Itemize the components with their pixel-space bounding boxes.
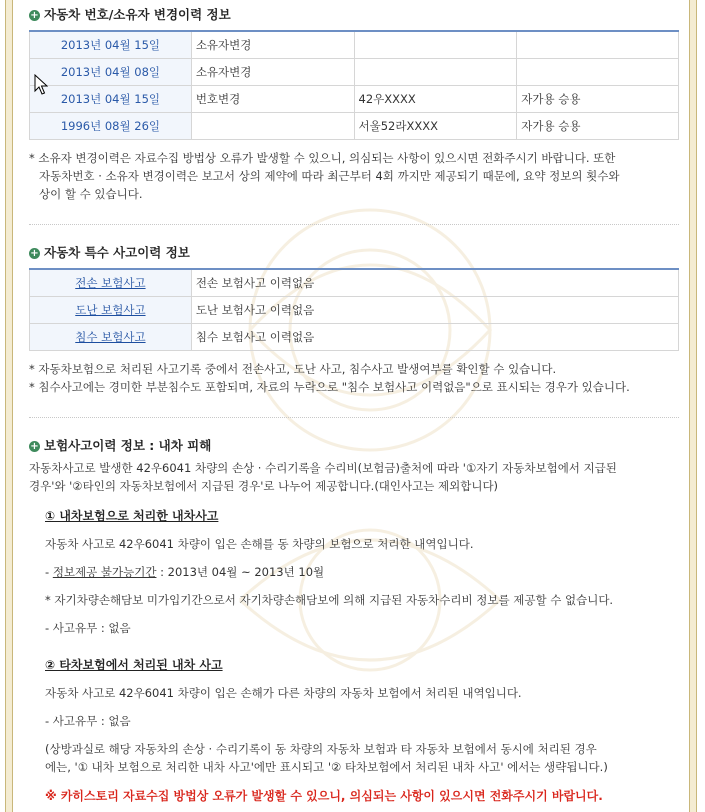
history-use: 자가용 승용 [517,113,679,140]
history-use: 자가용 승용 [517,86,679,113]
history-plate: 42우XXXX [354,86,517,113]
warning-text: ※ 카히스토리 자료수집 방법상 오류가 발생할 수 있으니, 의심되는 사항이 있으시면 전화주시기 바랍니다. [45,789,603,803]
table-row [30,269,679,297]
theft-link[interactable]: 도난 보험사고 [30,297,192,324]
history-plate: 서울52라XXXX [354,113,517,140]
section-divider [29,224,679,225]
damage-intro: 자동차사고로 발생한 42우6041 차량의 손상 · 수리기록을 수리비(보험금)출처에 따라 '①자기 자동차보험에서 지급된 경우'와 '②타인의 자동차보험에서 지급된 경우'로 나누어 제공합니다.(대인사고는 제외합니다) [29,461,617,493]
table-row [30,31,679,59]
table-row [30,113,679,140]
table-row [30,86,679,113]
other-insurance-desc: 자동차 사고로 42우6041 차량이 입은 손해가 다른 차량의 자동차 보험에서 처리된 내역입니다. [45,686,522,700]
history-type [191,113,354,140]
plus-circle-icon: + [30,247,39,259]
owner-history-note: * 소유자 변경이력은 자료수집 방법상 오류가 발생할 수 있으니, 의심되는 사항이 있으시면 전화주시기 바랍니다. 또한 자동차번호 · 소유자 변경이력은 보고서 상의 제약에 따라 최근부터 4회 까지만 제공되기 때문에, 요약 정보의 횟수와 상이 할 수 있습니다. [29,151,620,201]
unavailable-period-value: : 2013년 04월 ~ 2013년 10월 [156,565,325,579]
plate-owner-history-table [29,30,679,140]
table-row [30,59,679,86]
history-use [517,59,679,86]
own-insurance-notice: * 자기차량손해담보 미가입기간으로서 자기차량손해담보에 의해 지급된 자동차수리비 정보를 제공할 수 없습니다. [45,593,614,607]
own-insurance-desc: 자동차 사고로 42우6041 차량이 입은 손해를 동 차량의 보험으로 처리한 내역입니다. [45,537,474,551]
table-row [30,324,679,351]
plus-circle-icon: + [30,440,39,452]
history-date: 2013년 04월 08일 [30,59,192,86]
subsection-title-other-insurance: ② 타차보험에서 처리된 내차 사고 [45,658,223,672]
special-accident-note: * 자동차보험으로 처리된 사고기록 중에서 전손사고, 도난 사고, 침수사고 발생여부를 확인할 수 있습니다. * 침수사고에는 경미한 부분침수도 포함되며, 자료의 누락으로 "침수 보험사고 이력없음"으로 표시되는 경우가 있습니다. [29,362,630,394]
flood-value: 침수 보험사고 이력없음 [191,324,678,351]
mouse-cursor-icon [34,74,48,96]
total-loss-link[interactable]: 전손 보험사고 [30,269,192,297]
subsection-title-own-insurance: ① 내차보험으로 처리한 내차사고 [45,509,219,523]
special-accident-table [29,268,679,351]
section-title-plate-owner-history: + 자동차 번호/소유자 변경이력 정보 [30,7,231,22]
history-type: 소유자변경 [191,59,354,86]
section-divider [29,417,679,418]
theft-value: 도난 보험사고 이력없음 [191,297,678,324]
table-row [30,297,679,324]
history-type: 번호변경 [191,86,354,113]
history-date: 2013년 04월 15일 [30,86,192,113]
unavailable-period-label: 정보제공 불가능기간 [52,565,157,579]
frame-border-right [689,0,697,812]
plus-circle-icon: + [30,9,39,21]
own-insurance-accident: - 사고유무 : 없음 [45,621,131,635]
history-type: 소유자변경 [191,31,354,59]
frame-border-left [5,0,13,812]
history-plate [354,59,517,86]
history-plate [354,31,517,59]
history-use [517,31,679,59]
unavailable-period: - 정보제공 불가능기간 : 2013년 04월 ~ 2013년 10월 [45,565,325,579]
section-title-my-car-damage: + 보험사고이력 정보 : 내차 피해 [30,438,212,453]
total-loss-value: 전손 보험사고 이력없음 [191,269,678,297]
history-date: 1996년 08월 26일 [30,113,192,140]
history-date: 2013년 04월 15일 [30,31,192,59]
other-insurance-accident: - 사고유무 : 없음 [45,714,131,728]
section-title-special-accident: + 자동차 특수 사고이력 정보 [30,245,190,260]
flood-link[interactable]: 침수 보험사고 [30,324,192,351]
other-insurance-paren: (상방과실로 해당 자동차의 손상 · 수리기록이 동 차량의 자동차 보험과 타 자동차 보험에서 동시에 처리된 경우 에는, '① 내차 보험으로 처리한 내차 사고'에만 표시되고 '② 타차보험에서 처리된 내차 사고' 에서는 생략됩니다.) [45,742,608,774]
